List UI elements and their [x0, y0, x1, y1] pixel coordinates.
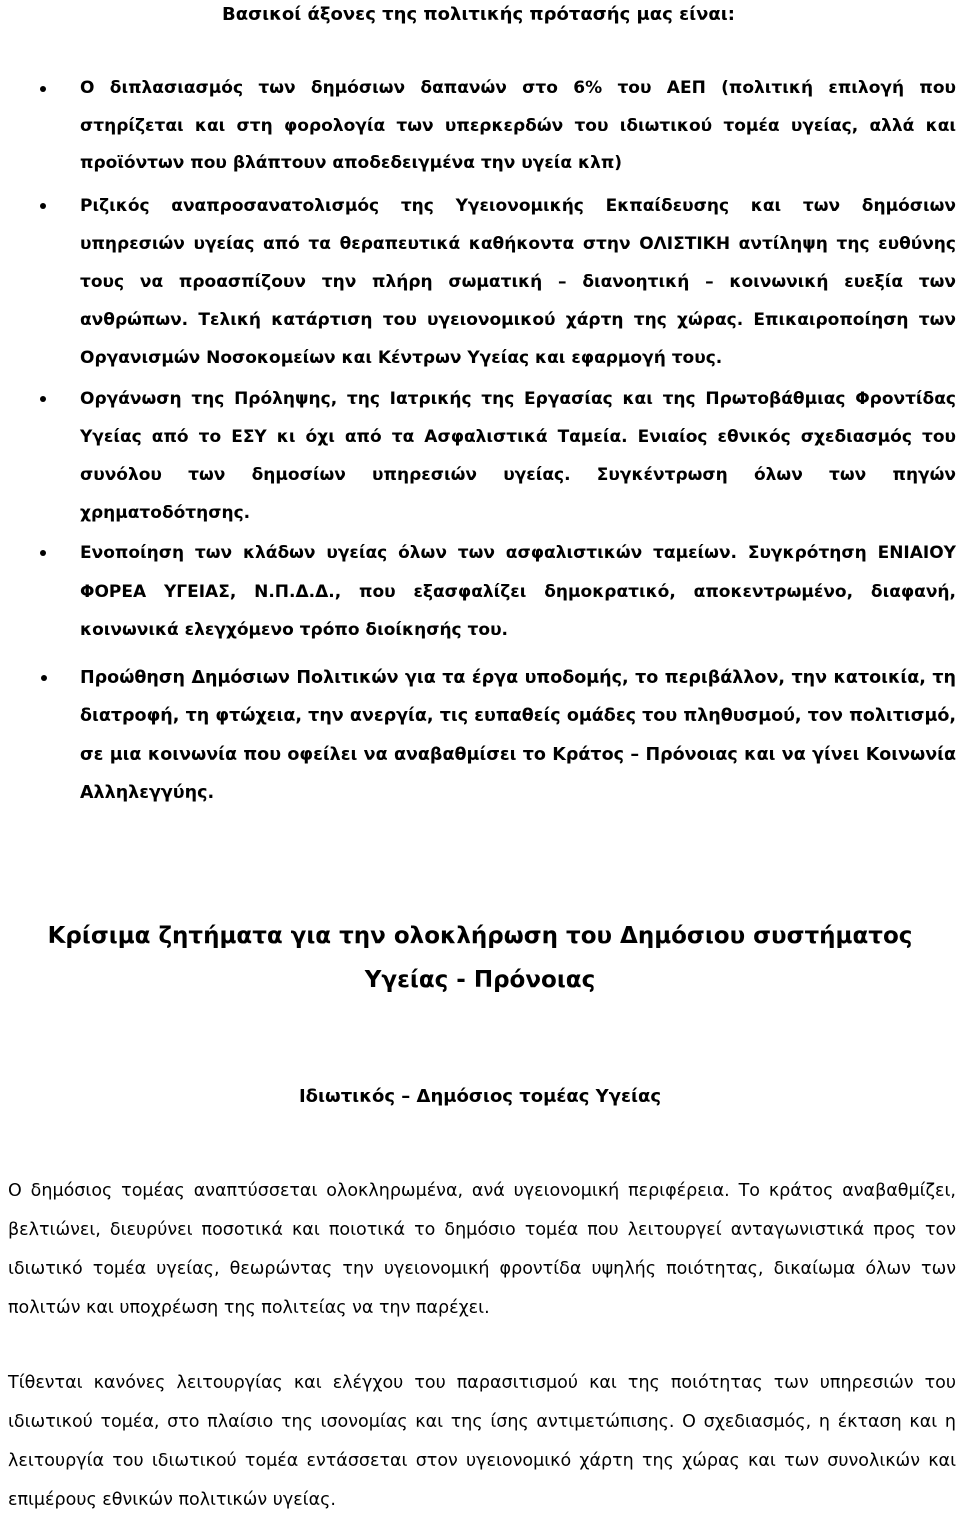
- list-item-text: Ενοποίηση των κλάδων υγείας όλων των ασφαλιστικών ταμείων. Συγκρότηση ΕΝΙΑΙΟΥ ΦΟΡΕΑ ΥΓΕΙΑΣ, Ν.Π.Δ.Δ., που εξασφαλίζει δημοκρατικό, αποκεντρωμένο, διαφανή, κοινωνικά ελεγχόμενο τρόπο διοίκησής του.: [80, 543, 956, 640]
- bullet-icon: [41, 675, 47, 681]
- list-item: [0, 70, 960, 183]
- bullet-icon: [40, 86, 46, 92]
- list-item: [0, 534, 960, 649]
- bullet-icon: [40, 396, 46, 402]
- list-item: [0, 187, 960, 378]
- list-item-text: Ο διπλασιασμός των δημόσιων δαπανών στο 6% του ΑΕΠ (πολιτική επιλογή που στηρίζεται και στη φορολογία των υπερκερδών του ιδιωτικού τομέα υγείας, αλλά και προϊόντων που βλάπτουν αποδεδειγμένα την υγεία κλπ): [80, 78, 956, 173]
- subsection-title: Ιδιωτικός – Δημόσιος τομέας Υγείας: [298, 1086, 662, 1107]
- list-item-text: Οργάνωση της Πρόληψης, της Ιατρικής της Εργασίας και της Πρωτοβάθμιας Φροντίδας Υγείας από το ΕΣΥ κι όχι από τα Ασφαλιστικά Ταμεία. Ενιαίος εθνικός σχεδιασμός του συνόλου των δημοσίων υπηρεσιών υγείας. Συγκέντρωση όλων των πηγών χρηματοδότησης.: [80, 388, 956, 524]
- section-title: Κρίσιμα ζητήματα για την ολοκλήρωση του Δημόσιου συστήματος: [47, 923, 913, 949]
- list-item-text: Προώθηση Δημόσιων Πολιτικών για τα έργα υποδομής, το περιβάλλον, την κατοικία, τη διατροφή, τη φτώχεια, την ανεργία, τις ευπαθείς ομάδες του πληθυσμού, τον πολιτισμό, σε μια κοινωνία που οφείλει να αναβαθμίσει το Κράτος – Πρόνοιας και να γίνει Κοινωνία Αλληλεγγύης.: [80, 667, 956, 804]
- bullet-icon: [40, 550, 46, 556]
- intro-heading: Βασικοί άξονες της πολιτικής πρότασής μας είναι:: [222, 4, 735, 25]
- policy-axes-list: [0, 70, 960, 813]
- list-item-text: Ριζικός αναπροσανατολισμός της Υγειονομικής Εκπαίδευσης και των δημόσιων υπηρεσιών υγείας από τα θεραπευτικά καθήκοντα στην ΟΛΙΣΤΙΚΗ αντίληψη της ευθύνης τους να προασπίζουν την πλήρη σωματική – διανοητική – κοινωνική ευεξία των ανθρώπων. Τελική κατάρτιση του υγειονομικού χάρτη της χώρας. Επικαιροποίηση των Οργανισμών Νοσοκομείων και Κέντρων Υγείας και εφαρμογή τους.: [80, 195, 956, 369]
- body-paragraph: Τίθενται κανόνες λειτουργίας και ελέγχου του παρασιτισμού και της ποιότητας των υπηρεσιών του ιδιωτικού τομέα, στο πλαίσιο της ισονομίας και της ίσης αντιμετώπισης. Ο σχεδιασμός, η έκταση και η λειτουργία του ιδιωτικού τομέα εντάσσεται στον υγειονομικό χάρτη της χώρας και των συνολικών και επιμέρους εθνικών πολιτικών υγείας.: [8, 1372, 956, 1510]
- section-title-continued: Υγείας - Πρόνοιας: [364, 967, 596, 993]
- list-item: [0, 380, 960, 533]
- body-paragraph: Ο δημόσιος τομέας αναπτύσσεται ολοκληρωμένα, ανά υγειονομική περιφέρεια. Το κράτος αναβαθμίζει, βελτιώνει, διευρύνει ποσοτικά και ποιοτικά το δημόσιο τομέα που λειτουργεί ανταγωνιστικά προς τον ιδιωτικό τομέα υγείας, θεωρώντας την υγειονομική φροντίδα υψηλής ποιότητας, δικαίωμα όλων των πολιτών και υποχρέωση της πολιτείας να την παρέχει.: [8, 1180, 956, 1318]
- list-item: [0, 659, 960, 813]
- bullet-icon: [40, 203, 46, 209]
